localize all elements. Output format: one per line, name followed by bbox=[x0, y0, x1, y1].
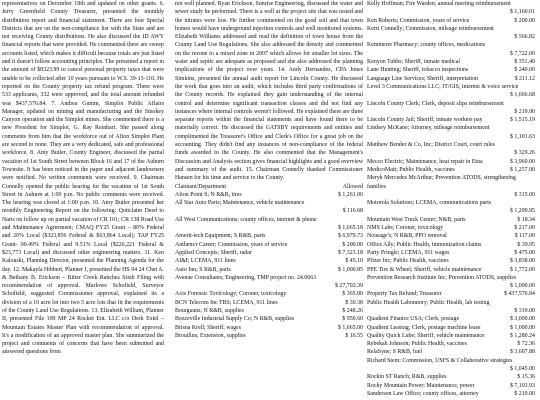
claim-description: Anthem/r Career; Commission, years of service bbox=[175, 241, 288, 248]
claims-list bbox=[175, 191, 363, 340]
claim-entry bbox=[367, 282, 535, 290]
claim-entry bbox=[367, 141, 535, 149]
claim-description: Mountain West Truck Center; N&B, parts bbox=[367, 216, 466, 223]
claim-entry bbox=[367, 116, 535, 124]
claim-entry bbox=[175, 282, 363, 290]
claim-description: Kelly Hoffman; Fire Warden, annual meeting reimbursement bbox=[367, 1, 511, 7]
claim-entry bbox=[367, 224, 535, 232]
claim-description: Kemmerer Pharmacy; county offices, medications bbox=[367, 42, 486, 49]
claim-description: Mecco Electric; Maintenance, heat repair in Etna bbox=[367, 158, 483, 165]
claim-entry bbox=[367, 191, 535, 199]
claim-amount: $ 365.00 bbox=[342, 291, 363, 298]
claim-entry bbox=[367, 332, 535, 340]
claim-description: Lindsey McKane; Attorney, mileage reimbursement bbox=[367, 125, 490, 132]
claim-amount: $ 1,000.00 bbox=[509, 324, 535, 331]
claim-entry bbox=[367, 390, 535, 398]
claim-amount: $ 1,665.00 bbox=[337, 324, 363, 331]
claim-entry bbox=[175, 249, 363, 257]
claim-amount: $ 18.34 bbox=[517, 216, 535, 223]
claim-description: Prevention Research Institute Inc; Prevention ATODS, supplies bbox=[367, 274, 517, 281]
claims-table-header bbox=[175, 183, 363, 191]
claim-entry bbox=[367, 8, 535, 16]
claim-amount: $ 1,665.18 bbox=[337, 225, 363, 232]
column-meeting-minutes-middle bbox=[175, 0, 363, 340]
claim-description: Quality Quick Lube; Sheriff, vehicle maintenance bbox=[367, 332, 485, 339]
claim-entry bbox=[367, 266, 535, 274]
claim-amount: $ 217.00 bbox=[514, 225, 535, 232]
minutes-paragraph: not well planned. Ryan Erickson, Sunrise Engineering, discussed the water and sewer study he performed. There is a well at the project site that was tested and the nitrates were low. He further commented on the good soil and that town homes would have underground injection controls and well monitored systems. Elizabeth Williams addressed and read the definition of town house from the County Land Use Regulations. She also addressed the density and commented on the rezone to a mixed zone in 2007 which allows for smaller lot sizes. The water and septic are adequate as proposed and she also addressed the planning implications of the project over years. 14. Andy Hernandez, CPA Jones Simkins, presented the annual audit report for Lincoln County. He discussed the work that goes into an audit, which includes third party confirmations of the County records. He explained they gain understanding of the internal control and determine significant transaction classes and did not find any instances where internal controls weren't followed. He explained there are three separate reports within the financial statements and have found there to be materially correct. He discussed the GATSBY requirements and entities and complimented the Treasurer's Office and Clerk's Office for a great job on the accounting. They didn't find any instances of non-compliance of the federal funds awarded to the County. He also commented that the Management's Discussion and Analysis section gives financial highlights and a good overview and summary of the audit. 15. Chairman Connelly thanked Commissioner Hansen for his time and service to the County. bbox=[175, 1, 363, 182]
claim-description: Rebekah Johnson; Public Health, vaccines bbox=[367, 341, 467, 348]
claim-entry bbox=[175, 290, 363, 298]
claim-entry bbox=[175, 199, 363, 207]
claim-description: Kenyon Tubbs; Sheriff, inmate medical bbox=[367, 59, 460, 66]
claim-amount: $ 39.95 bbox=[517, 241, 535, 248]
claim-entry bbox=[367, 100, 535, 108]
claim-entry bbox=[175, 332, 363, 340]
claim-amount: $ 116.68 bbox=[342, 208, 363, 215]
claims-list bbox=[367, 0, 535, 398]
claim-entry bbox=[175, 274, 363, 282]
claim-description: Meryk Mercedes McArthur; Prevention ATODS, strengthening families bbox=[367, 175, 516, 190]
claim-amount: $ 351.40 bbox=[514, 59, 535, 66]
claim-entry bbox=[175, 232, 363, 240]
claim-description: Auto Inn; S R&B, parts bbox=[175, 266, 231, 273]
claim-description: Sanderson Law Office; county offices, attorney bbox=[367, 390, 479, 397]
claim-description: Quadient Leasing; Clerk, postage machine lease bbox=[367, 324, 481, 331]
claim-entry bbox=[175, 266, 363, 274]
claim-amount: $ 1,280.24 bbox=[509, 332, 535, 339]
claim-amount: $ 3,960.00 bbox=[509, 158, 535, 165]
claim-amount: $ 210.00 bbox=[514, 390, 535, 397]
claim-amount: $ 1,160.01 bbox=[509, 9, 535, 16]
claim-description: Rocky Mountain Power; Maintenance, power bbox=[367, 382, 475, 389]
claim-amount: $ 1,772.00 bbox=[509, 266, 535, 273]
claim-entry bbox=[367, 365, 535, 373]
claim-entry bbox=[175, 224, 363, 232]
claim-description: Public Health Laboratory; Public Health, lab testing bbox=[367, 299, 490, 306]
claim-amount: $ 1,101.63 bbox=[509, 133, 535, 140]
claim-amount: $ 319.00 bbox=[514, 307, 535, 314]
claim-entry bbox=[367, 315, 535, 323]
claim-amount: $ 240.00 bbox=[514, 67, 535, 74]
claim-entry bbox=[367, 207, 535, 215]
claim-description: MedicoMatt; Public Health, vaccines bbox=[367, 166, 455, 173]
claim-entry bbox=[367, 50, 535, 58]
claim-amount: $ 1,000.00 bbox=[509, 283, 535, 290]
claim-amount: $ 15.36 bbox=[517, 374, 535, 381]
claim-entry bbox=[367, 124, 535, 132]
claim-amount: $ 7,722.00 bbox=[509, 50, 535, 57]
claim-description: Lincoln County Jail; Sheriff, inmate workers pay bbox=[367, 117, 483, 124]
claim-entry bbox=[367, 290, 535, 298]
claim-entry bbox=[367, 299, 535, 307]
claim-entry bbox=[367, 348, 535, 356]
claim-entry bbox=[175, 207, 363, 215]
claim-description: Bozzeville Industrial Supply Co; N R&B, supplies bbox=[175, 316, 295, 323]
claim-description: Nousage's; N R&B, PPO removal bbox=[367, 233, 447, 240]
claim-description: All West Communications; county offices, internet & phone bbox=[175, 216, 317, 223]
claim-amount: $ 7,323.18 bbox=[337, 249, 363, 256]
claim-description: Axis Forensic Toxicology; Coroner, toxicology bbox=[175, 291, 287, 298]
minutes-paragraph: representatives on December 18th and updated on other grants. 6. Jerry Greenfield County Treasurer, presented the monthly distribution report and financial statement. There are four Special Districts that are on the non-compliance list with the State and are not receiving County distributions. He also discussed the ID AWY financial reports that were provided. He commented there are sweep accounts listed, which makes it difficult because totals are just listed and it doesn't follow accounting principles. The presented a report in the amount of $8323.99 to cancel personal property taxes that were unable to be collected after 10 years pursuant to W.S. 39-13-110. He reported on the County property tax refund program. There were 533 applicants, 332 were approved, and the total amount refunded was $437,576.84. 7. Andrea Gumm, Simplot Public Affairs Manager, updated on mining and manufacturing and the Smokey Canyon operation and the Simplot mines. She commented there is a new President for Simplot, G. Ray Reinhart. She passed along comments from him that the workforce out of Afton Simplot Plant are second to none. They are a very dedicated, safe and professional workforce. 8. Amy Butler, County Engineer, discussed the partial vacation of 1st South Street between Block 16 and 17 of the Auburn Townsite. It has been noticed in the paper and adjacent landowners were notified. No written comments were received. 9. Chairman Connelly opened the public hearing for the vacation of 1st South Street in Auburn at 1:00 p.m. No public comments were received. The hearing was closed at 1:00 p.m. 10. Amy Butler presented her monthly Engineering Report on the following: Quitclaim Deed to Naris on follow up on partial vacation of CR 101; CR 138 Road Use and Maintenance Agreement; CMAQ FY25 Grant – 80% Federal and 20% Local ($323,856 Federal & $63,864 Local); TAP FY25 Grant- 90.49% Federal and 9.51% Local ($226,221 Federal & $23,773 Local) and discussed other engineering matters. 11. Ken Kalouski, Planning Director, presented the Planning Agenda for the day. 12. Makayla Hibbert, Planner I, presented the HS 94 24 Chet A. & Bethany B. Erickson – Bitter Creek Ranches Sixth Filing with recommendation of approval. Marlowe Schofield, Surveyor Schofield, suggested Commissioner approval, explained its a division of a 10 acre lot into two 5 acre lots that fit the requirements of the County Land Use Regulations. 13. Elizabeth William, Planner II, presented File 109 MP 24 Rocket Ent. LLC c/o Derk Extel – Mountain Estates Master Plan with recommendation of approval. It's a modification of an approved master plan. She summarized the project and comments of concerns that have been submitted and answered questions from bbox=[2, 1, 164, 356]
claimant-header: Claimant/Department bbox=[175, 183, 227, 190]
claim-entry bbox=[367, 58, 535, 66]
claim-description: Ken Roberts; Commission, years of service bbox=[367, 17, 470, 24]
claim-description: Pfizer Inc; Public Health, vaccines bbox=[367, 258, 449, 265]
claim-description: Bourgauns; N R&B, supplies bbox=[175, 307, 244, 314]
claim-description: Office Ally; Public Health, immunization claims bbox=[367, 241, 482, 248]
claim-entry bbox=[175, 307, 363, 315]
claim-entry bbox=[367, 66, 535, 74]
claim-entry bbox=[175, 299, 363, 307]
claim-entry bbox=[367, 174, 535, 191]
claim-entry bbox=[367, 91, 535, 99]
claim-description: Party Pringle; LCEMA, 911 wages bbox=[367, 249, 450, 256]
claim-amount: $ 72.36 bbox=[517, 341, 535, 348]
claim-entry bbox=[367, 382, 535, 390]
claim-amount: $ 329.26 bbox=[514, 150, 535, 157]
claim-entry bbox=[367, 232, 535, 240]
claim-description: AI&I; LCEMA, 911 lines bbox=[175, 258, 236, 265]
claim-entry bbox=[175, 324, 363, 332]
claim-entry bbox=[367, 108, 535, 116]
claim-description: Brisna Krell; Sheriff, wages bbox=[175, 324, 241, 331]
claim-amount: $ 1,261.00 bbox=[337, 191, 363, 198]
claim-entry bbox=[367, 274, 535, 282]
claim-description: All Star Auto Parts; Maintenance, vehicle maintenance bbox=[175, 200, 305, 207]
claim-entry bbox=[367, 257, 535, 265]
claim-description: PPE Tire & Wheel; Sheriff, vehicle maintenance bbox=[367, 266, 482, 273]
claim-description: Property Tax Refund; Treasurer bbox=[367, 291, 442, 298]
claim-description: RelaSyne; S R&B, fuel bbox=[367, 349, 422, 356]
claim-entry bbox=[367, 17, 535, 25]
claim-description: Language Line Services; Sheriff, interpretation bbox=[367, 75, 478, 82]
claim-description: Matthew Bender & Co, Inc; District Court, court rules bbox=[367, 142, 495, 149]
claim-entry bbox=[367, 83, 535, 91]
claim-description: Amerit-tech Equipment; S R&B, parts bbox=[175, 233, 266, 240]
claim-description: Rockin ST Ranch; R&B, supplies bbox=[367, 374, 447, 381]
claim-amount: $ 248.26 bbox=[342, 307, 363, 314]
claim-description: Applied Concepts; Sheriff, radar bbox=[175, 249, 252, 256]
claim-amount: $ 200.00 bbox=[514, 17, 535, 24]
claim-entry bbox=[367, 41, 535, 49]
claim-amount: $ 1,666.68 bbox=[509, 92, 535, 99]
claim-description: Quadient Finance USA; Clerk, postage bbox=[367, 316, 460, 323]
claim-entry bbox=[175, 191, 363, 199]
claim-amount: $ 117.00 bbox=[514, 233, 535, 240]
claim-amount: $ 1,515.19 bbox=[509, 117, 535, 124]
claim-amount: $ 16.55 bbox=[345, 332, 363, 339]
column-claims-right bbox=[367, 0, 535, 398]
claim-entry bbox=[175, 216, 363, 224]
claim-description: Lincoln County Clerk; Clerk, deposit slips reimbursement bbox=[367, 100, 504, 107]
claim-entry bbox=[175, 315, 363, 323]
claim-description: Kerri Connelly; Commission, mileage reimbursement bbox=[367, 25, 494, 32]
claim-amount: $ 315.00 bbox=[514, 191, 535, 198]
claim-amount: $ 1,299.95 bbox=[509, 208, 535, 215]
claim-entry bbox=[367, 324, 535, 332]
claim-amount: $ 219.90 bbox=[514, 108, 535, 115]
claim-amount: $ 3,838.00 bbox=[509, 258, 535, 265]
claim-entry bbox=[367, 25, 535, 33]
claim-amount: $ 437,576.84 bbox=[504, 291, 535, 298]
claim-entry bbox=[175, 257, 363, 265]
claim-amount: $ 6,979.73 bbox=[337, 233, 363, 240]
claim-entry bbox=[367, 166, 535, 174]
claim-entry bbox=[367, 373, 535, 381]
claim-amount: $ 30.38 bbox=[345, 299, 363, 306]
claim-entry bbox=[367, 133, 535, 141]
claim-description: Afton Point S; N R&B, tires bbox=[175, 191, 242, 198]
claim-entry bbox=[367, 216, 535, 224]
claim-description: Avenue Consultants; Engineering, TMP project no. 24.0663 bbox=[175, 274, 317, 281]
claim-description: Lane Hunting; Sheriff, tobacco inspections bbox=[367, 67, 469, 74]
claim-entry bbox=[175, 241, 363, 249]
claim-description: Brouillns; Extension, supplies bbox=[175, 332, 246, 339]
claim-amount: $ 3,607.88 bbox=[509, 349, 535, 356]
claim-entry bbox=[367, 340, 535, 348]
claim-description: Motorola Solutions; LCEMA, communications parts bbox=[367, 200, 492, 207]
claim-amount: $ 1,257.90 bbox=[509, 166, 535, 173]
claim-description: NMS Labs; Coroner, toxicology bbox=[367, 225, 444, 232]
claim-entry bbox=[367, 149, 535, 157]
claim-amount: $ 1,000.85 bbox=[337, 266, 363, 273]
claim-description: Richard Stem; Commission, USFS & Collaborative strategies bbox=[367, 357, 513, 364]
claim-amount: $ 475.00 bbox=[514, 249, 535, 256]
claim-amount: $ 3,000.00 bbox=[509, 316, 535, 323]
claim-amount: $ 950.60 bbox=[342, 316, 363, 323]
claim-amount: $ 566.82 bbox=[514, 34, 535, 41]
claim-description: BCN Telecom Inc TBS; LCEMA, 911 lines bbox=[175, 299, 278, 306]
claim-entry bbox=[367, 75, 535, 83]
claim-amount: $ 45.10 bbox=[345, 258, 363, 265]
claim-entry bbox=[367, 33, 535, 41]
claim-entry bbox=[367, 199, 535, 207]
claim-description: Level 3 Communications LLC; IT/GIS, internet & voice service bbox=[367, 83, 519, 90]
claim-amount: $ 27,702.39 bbox=[335, 283, 363, 290]
claim-entry bbox=[367, 158, 535, 166]
claim-amount: $ 7,103.93 bbox=[509, 382, 535, 389]
claim-entry bbox=[367, 307, 535, 315]
allowed-header: Allowed bbox=[342, 183, 363, 190]
claim-amount: $ 211.12 bbox=[514, 75, 535, 82]
claim-entry bbox=[367, 357, 535, 365]
claim-amount: $ 1,045.00 bbox=[509, 366, 535, 373]
claim-entry bbox=[367, 241, 535, 249]
claim-amount: $ 200.00 bbox=[342, 241, 363, 248]
claim-entry bbox=[367, 0, 535, 8]
column-meeting-minutes-left bbox=[2, 0, 164, 357]
claim-entry bbox=[367, 249, 535, 257]
